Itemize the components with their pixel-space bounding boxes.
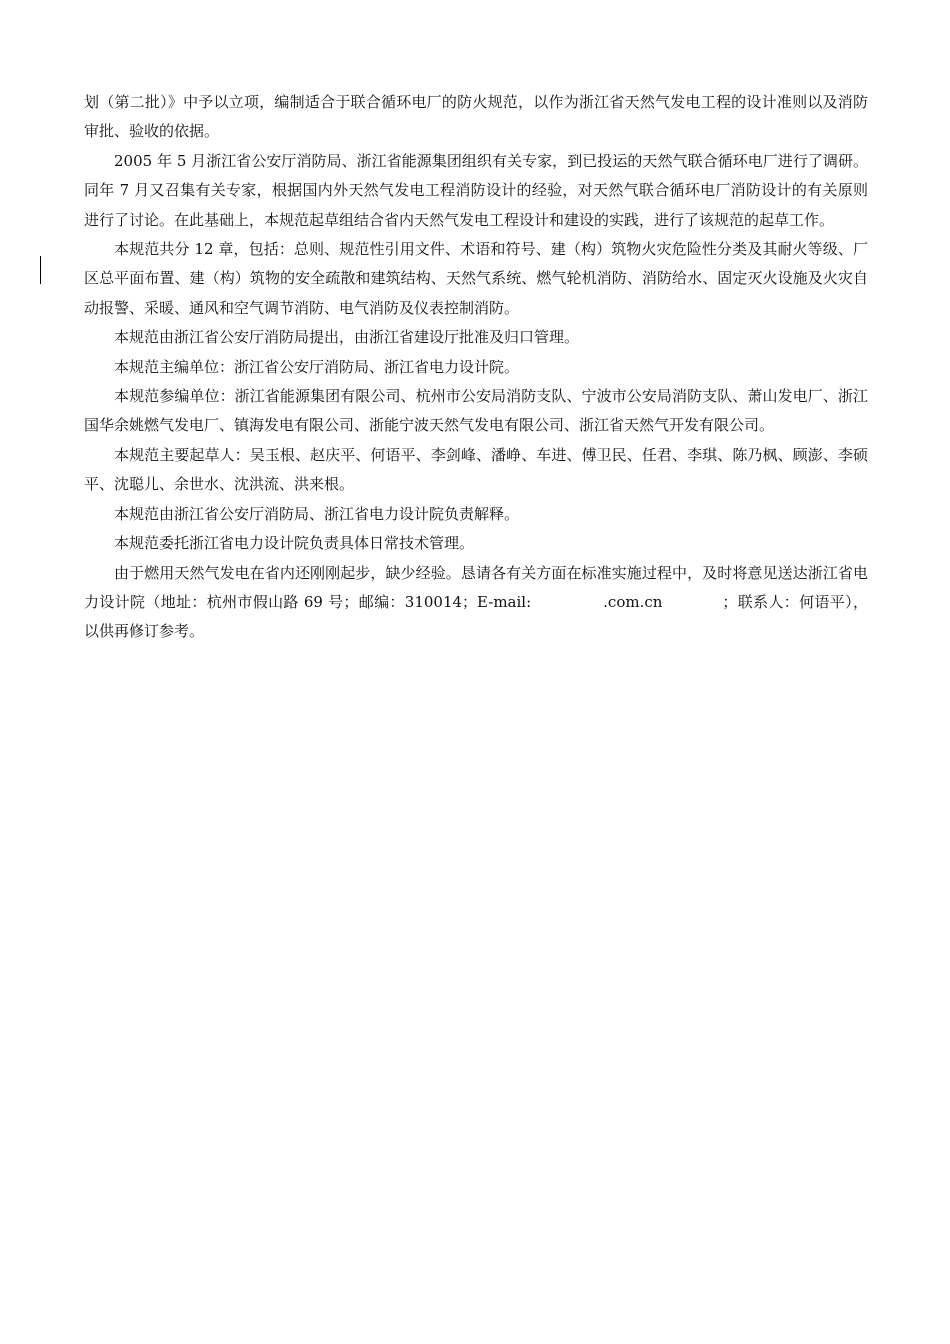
paragraph-feedback bbox=[84, 559, 868, 647]
paragraph-project-approval: 划（第二批）》中予以立项，编制适合于联合循环电厂的防火规范，以作为浙江省天然气发电工程的设计准则以及消防审批、验收的依据。 bbox=[84, 93, 868, 141]
paragraph-chapters: 本规范共分 12 章，包括：总则、规范性引用文件、术语和符号、建（构）筑物火灾危险性分类及其耐火等级、厂区总平面布置、建（构）筑物的安全疏散和建筑结构、天然气系统、燃气轮机消防、消防给水、固定灭火设施及火灾自动报警、采暖、通风和空气调节消防、电气消防及仪表控制消防。 bbox=[84, 240, 868, 317]
paragraph-participants: 本规范参编单位：浙江省能源集团有限公司、杭州市公安局消防支队、宁波市公安局消防支队、萧山发电厂、浙江国华余姚燃气发电厂、镇海发电有限公司、浙能宁波天然气发电有限公司、浙江省天然气开发有限公司。 bbox=[84, 387, 868, 435]
feedback-text: 由于燃用天然气发电在省内还刚刚起步，缺少经验。恳请各有关方面在标准实施过程中，及时将意见送达浙江省电力设计院（地址：杭州市假山路 69 号；邮编：310014；E-mail: bbox=[84, 563, 868, 611]
feedback-contact: ；联系人：何语平），以供再修订参考。 bbox=[84, 592, 868, 641]
paragraph-proposer: 本规范由浙江省公安厅消防局提出，由浙江省建设厅批准及归口管理。 bbox=[114, 328, 580, 347]
email-domain: .com.cn bbox=[603, 592, 663, 611]
margin-change-bar bbox=[40, 256, 41, 284]
document-body bbox=[84, 88, 868, 647]
paragraph-chief-editor: 本规范主编单位：浙江省公安厅消防局、浙江省电力设计院。 bbox=[114, 357, 520, 376]
paragraph-drafters: 本规范主要起草人：吴玉根、赵庆平、何语平、李剑峰、潘峥、车进、傅卫民、任君、李琪、陈乃枫、顾澎、李硕平、沈聪儿、余世水、沈洪流、洪来根。 bbox=[84, 445, 868, 494]
paragraph-interpretation: 本规范由浙江省公安厅消防局、浙江省电力设计院负责解释。 bbox=[114, 504, 520, 523]
paragraph-research: 2005 年 5 月浙江省公安厅消防局、浙江省能源集团组织有关专家，到已投运的天然气联合循环电厂进行了调研。同年 7 月又召集有关专家，根据国内外天然气发电工程消防设计的经验，对天然气联合循环电厂消防设计的有关原则进行了讨论。在此基础上，本规范起草组结合省内天然气发电工程设计和建设的实践，进行了该规范的起草工作。 bbox=[84, 151, 868, 229]
paragraph-management: 本规范委托浙江省电力设计院负责具体日常技术管理。 bbox=[114, 534, 475, 553]
